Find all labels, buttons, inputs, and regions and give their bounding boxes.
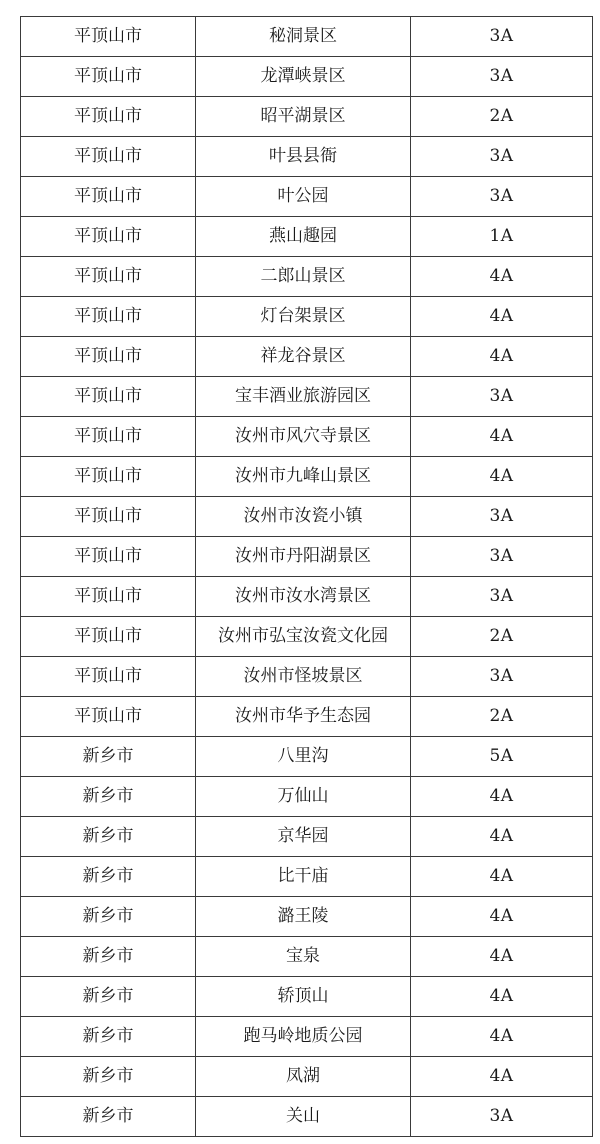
scenic-site-cell: 昭平湖景区: [196, 97, 411, 137]
scenic-site-cell: 汝州市风穴寺景区: [196, 417, 411, 457]
table-row: [21, 1057, 593, 1097]
grade-cell: 2A: [411, 97, 593, 137]
city-cell: 平顶山市: [21, 97, 196, 137]
scenic-site-cell: 二郎山景区: [196, 257, 411, 297]
table-row: [21, 857, 593, 897]
table-row: [21, 657, 593, 697]
grade-cell: 2A: [411, 697, 593, 737]
table-row: [21, 1017, 593, 1057]
city-cell: 平顶山市: [21, 57, 196, 97]
city-cell: 平顶山市: [21, 537, 196, 577]
table-row: [21, 537, 593, 577]
table-row: [21, 137, 593, 177]
city-cell: 平顶山市: [21, 617, 196, 657]
city-cell: 新乡市: [21, 817, 196, 857]
grade-cell: 4A: [411, 937, 593, 977]
city-cell: 平顶山市: [21, 377, 196, 417]
city-cell: 平顶山市: [21, 457, 196, 497]
scenic-site-cell: 潞王陵: [196, 897, 411, 937]
city-cell: 平顶山市: [21, 417, 196, 457]
city-cell: 平顶山市: [21, 697, 196, 737]
city-cell: 平顶山市: [21, 177, 196, 217]
table-row: [21, 697, 593, 737]
scenic-site-cell: 灯台架景区: [196, 297, 411, 337]
table-row: [21, 577, 593, 617]
grade-cell: 3A: [411, 497, 593, 537]
table-row: [21, 617, 593, 657]
grade-cell: 4A: [411, 417, 593, 457]
table-row: [21, 257, 593, 297]
grade-cell: 4A: [411, 817, 593, 857]
grade-cell: 1A: [411, 217, 593, 257]
grade-cell: 4A: [411, 977, 593, 1017]
table-row: [21, 977, 593, 1017]
table-row: [21, 417, 593, 457]
scenic-site-cell: 汝州市丹阳湖景区: [196, 537, 411, 577]
table-row: [21, 337, 593, 377]
grade-cell: 3A: [411, 537, 593, 577]
table-body: [21, 17, 593, 1137]
table-row: [21, 17, 593, 57]
grade-cell: 5A: [411, 737, 593, 777]
grade-cell: 3A: [411, 1097, 593, 1137]
grade-cell: 3A: [411, 377, 593, 417]
scenic-site-cell: 汝州市汝瓷小镇: [196, 497, 411, 537]
city-cell: 平顶山市: [21, 297, 196, 337]
city-cell: 平顶山市: [21, 337, 196, 377]
scenic-site-cell: 燕山趣园: [196, 217, 411, 257]
city-cell: 新乡市: [21, 857, 196, 897]
city-cell: 新乡市: [21, 937, 196, 977]
table-row: [21, 897, 593, 937]
scenic-site-cell: 汝州市华予生态园: [196, 697, 411, 737]
table-row: [21, 737, 593, 777]
grade-cell: 4A: [411, 297, 593, 337]
city-cell: 新乡市: [21, 1097, 196, 1137]
scenic-site-cell: 汝州市汝水湾景区: [196, 577, 411, 617]
grade-cell: 3A: [411, 17, 593, 57]
grade-cell: 3A: [411, 137, 593, 177]
grade-cell: 4A: [411, 897, 593, 937]
city-cell: 新乡市: [21, 977, 196, 1017]
table-row: [21, 457, 593, 497]
city-cell: 新乡市: [21, 897, 196, 937]
city-cell: 平顶山市: [21, 17, 196, 57]
grade-cell: 4A: [411, 1057, 593, 1097]
table-row: [21, 937, 593, 977]
scenic-site-cell: 关山: [196, 1097, 411, 1137]
city-cell: 平顶山市: [21, 137, 196, 177]
scenic-site-cell: 宝泉: [196, 937, 411, 977]
grade-cell: 4A: [411, 337, 593, 377]
grade-cell: 3A: [411, 657, 593, 697]
grade-cell: 4A: [411, 1017, 593, 1057]
scenic-site-cell: 汝州市九峰山景区: [196, 457, 411, 497]
scenic-site-cell: 京华园: [196, 817, 411, 857]
city-cell: 新乡市: [21, 777, 196, 817]
table-row: [21, 1097, 593, 1137]
table-row: [21, 177, 593, 217]
grade-cell: 3A: [411, 177, 593, 217]
scenic-site-cell: 八里沟: [196, 737, 411, 777]
city-cell: 平顶山市: [21, 657, 196, 697]
scenic-area-table-page: [20, 16, 589, 1137]
city-cell: 平顶山市: [21, 217, 196, 257]
scenic-area-table: [20, 16, 593, 1137]
grade-cell: 2A: [411, 617, 593, 657]
scenic-site-cell: 比干庙: [196, 857, 411, 897]
city-cell: 新乡市: [21, 1017, 196, 1057]
table-row: [21, 297, 593, 337]
scenic-site-cell: 轿顶山: [196, 977, 411, 1017]
grade-cell: 4A: [411, 257, 593, 297]
scenic-site-cell: 宝丰酒业旅游园区: [196, 377, 411, 417]
grade-cell: 3A: [411, 577, 593, 617]
grade-cell: 4A: [411, 777, 593, 817]
city-cell: 平顶山市: [21, 257, 196, 297]
table-row: [21, 497, 593, 537]
grade-cell: 3A: [411, 57, 593, 97]
city-cell: 平顶山市: [21, 577, 196, 617]
scenic-site-cell: 汝州市弘宝汝瓷文化园: [196, 617, 411, 657]
scenic-site-cell: 汝州市怪坡景区: [196, 657, 411, 697]
city-cell: 平顶山市: [21, 497, 196, 537]
grade-cell: 4A: [411, 457, 593, 497]
city-cell: 新乡市: [21, 1057, 196, 1097]
table-row: [21, 57, 593, 97]
table-row: [21, 377, 593, 417]
scenic-site-cell: 叶公园: [196, 177, 411, 217]
table-row: [21, 777, 593, 817]
scenic-site-cell: 万仙山: [196, 777, 411, 817]
table-row: [21, 217, 593, 257]
scenic-site-cell: 祥龙谷景区: [196, 337, 411, 377]
table-row: [21, 817, 593, 857]
city-cell: 新乡市: [21, 737, 196, 777]
grade-cell: 4A: [411, 857, 593, 897]
scenic-site-cell: 跑马岭地质公园: [196, 1017, 411, 1057]
scenic-site-cell: 凤湖: [196, 1057, 411, 1097]
scenic-site-cell: 秘洞景区: [196, 17, 411, 57]
scenic-site-cell: 龙潭峡景区: [196, 57, 411, 97]
scenic-site-cell: 叶县县衙: [196, 137, 411, 177]
table-row: [21, 97, 593, 137]
